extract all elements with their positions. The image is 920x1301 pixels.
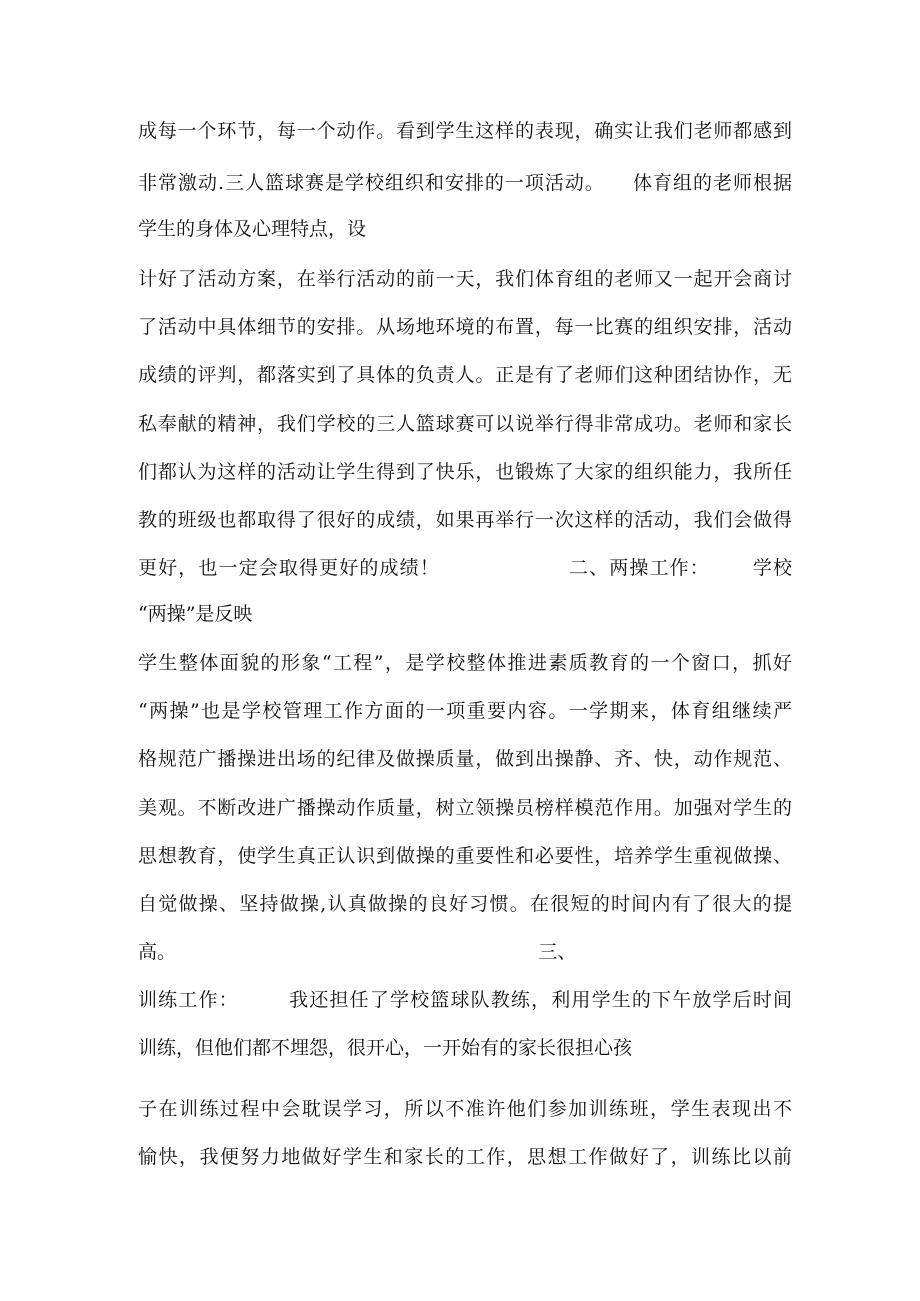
text-line: 格规范广播操进出场的纪律及做操质量，做到出操静、齐、快，动作规范、	[138, 748, 792, 770]
text-line: 学生的身体及心理特点，设	[138, 218, 367, 240]
text-line: 私奉献的精神，我们学校的三人篮球赛可以说举行得非常成功。老师和家长	[138, 413, 792, 435]
text-line: 愉快，我便努力地做好学生和家长的工作，思想工作做好了，训练比以前	[138, 1146, 792, 1168]
text-line: 训练工作： 我还担任了学校篮球队教练，利用学生的下午放学后时间	[138, 989, 792, 1011]
text-line: 了活动中具体细节的安排。从场地环境的布置，每一比赛的组织安排，活动	[138, 316, 792, 338]
text-line: 子在训练过程中会耽误学习，所以不准许他们参加训练班，学生表现出不	[138, 1098, 792, 1120]
text-line: 成每一个环节，每一个动作。看到学生这样的表现，确实让我们老师都感到	[138, 120, 792, 142]
text-line: 思想教育，使学生真正认识到做操的重要性和必要性，培养学生重视做操、	[138, 845, 792, 867]
text-line: 计好了活动方案，在举行活动的前一天，我们体育组的老师又一起开会商讨	[138, 268, 792, 290]
text-line: 训练，但他们都不埋怨，很开心，一开始有的家长很担心孩	[138, 1037, 633, 1059]
text-line: 高。 三、	[138, 941, 577, 963]
text-line: 非常激动.三人篮球赛是学校组织和安排的一项活动。 体育组的老师根据	[138, 172, 792, 194]
text-line: 美观。不断改进广播操动作质量，树立领操员榜样模范作用。加强对学生的	[138, 797, 792, 819]
text-line: 更好，也一定会取得更好的成绩！ 二、两操工作： 学校	[138, 557, 792, 579]
text-line: “两操”也是学校管理工作方面的一项重要内容。一学期来，体育组继续严	[138, 700, 792, 722]
text-line: 学生整体面貌的形象“工程”，是学校整体推进素质教育的一个窗口，抓好	[138, 652, 792, 674]
text-line: 自觉做操、坚持做操,认真做操的良好习惯。在很短的时间内有了很大的提	[138, 893, 792, 915]
text-line: 们都认为这样的活动让学生得到了快乐，也锻炼了大家的组织能力，我所任	[138, 461, 792, 483]
text-line: 教的班级也都取得了很好的成绩，如果再举行一次这样的活动，我们会做得	[138, 509, 792, 531]
text-line: “两操”是反映	[138, 603, 253, 625]
text-line: 成绩的评判，都落实到了具体的负责人。正是有了老师们这种团结协作，无	[138, 364, 792, 386]
